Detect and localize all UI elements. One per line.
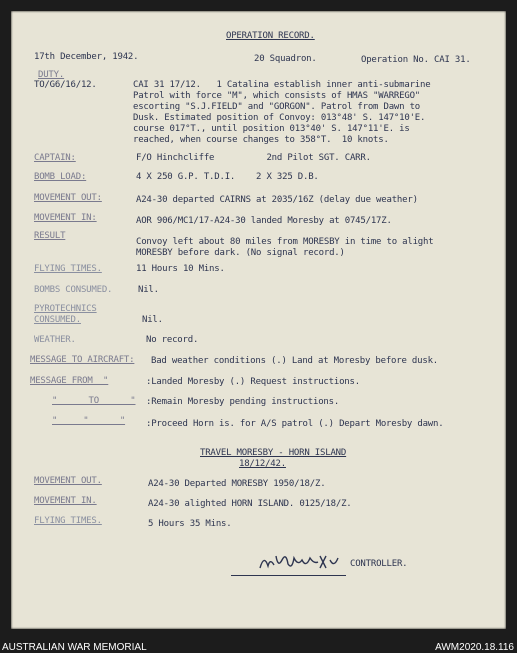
operation-number: Operation No. CAI 31. bbox=[361, 55, 471, 65]
message-ditto-label: " " " bbox=[52, 416, 126, 426]
flying-times-value: 11 Hours 10 Mins. bbox=[136, 264, 225, 274]
duty-line: escorting "S.J.FIELD" and "GORGON". Patrol from Dawn to bbox=[133, 102, 421, 112]
footer-source: AUSTRALIAN WAR MEMORIAL bbox=[2, 642, 147, 653]
message-to-aircraft-value: Bad weather conditions (.) Land at Moresby before dusk. bbox=[151, 356, 439, 366]
controller-label: CONTROLLER. bbox=[350, 559, 408, 569]
record-date: 17th December, 1942. bbox=[34, 52, 139, 62]
bomb-load-value: 4 X 250 G.P. T.D.I. 2 X 325 D.B. bbox=[136, 172, 319, 182]
movement-in-value: AOR 906/MC1/17-A24-30 landed Moresby at 0745/17Z. bbox=[136, 216, 392, 226]
result-value-line2: MORESBY before dark. (No signal record.) bbox=[136, 248, 345, 258]
message-to-label: " TO " bbox=[52, 396, 136, 406]
travel-date: 18/12/42. bbox=[239, 459, 286, 469]
result-label: RESULT bbox=[34, 231, 66, 241]
bomb-load-label: BOMB LOAD: bbox=[34, 172, 87, 182]
travel-flying-times-label: FLYING TIMES. bbox=[34, 516, 102, 526]
handwritten-signature bbox=[258, 550, 348, 572]
message-to-aircraft-label: MESSAGE TO AIRCRAFT: bbox=[30, 355, 135, 365]
duty-line: reached, when course changes to 358°T. 10 knots. bbox=[133, 135, 389, 145]
flying-times-label: FLYING TIMES. bbox=[34, 264, 102, 274]
result-value: Convoy left about 80 miles from MORESBY in time to alight bbox=[136, 237, 434, 247]
bombs-consumed-label: BOMBS CONSUMED. bbox=[34, 285, 113, 295]
movement-out-value: A24-30 departed CAIRNS at 2035/16Z (delay due weather) bbox=[136, 195, 418, 205]
signature-line bbox=[231, 575, 346, 576]
weather-value: No record. bbox=[146, 335, 199, 345]
duty-ref: TO/G6/16/12. bbox=[34, 80, 97, 90]
message-from-label: MESSAGE FROM " bbox=[30, 376, 109, 386]
travel-flying-times-value: 5 Hours 35 Mins. bbox=[148, 519, 232, 529]
captain-label: CAPTAIN: bbox=[34, 153, 76, 163]
travel-movement-out-value: A24-30 Departed MORESBY 1950/18/Z. bbox=[148, 479, 326, 489]
movement-out-label: MOVEMENT OUT: bbox=[34, 193, 102, 203]
duty-line: Dusk. Estimated position of Convoy: 013°48' S. 147°10'E. bbox=[133, 113, 426, 123]
travel-movement-out-label: MOVEMENT OUT. bbox=[34, 476, 102, 486]
message-ditto-value: :Proceed Horn is. for A/S patrol (.) Depart Moresby dawn. bbox=[146, 419, 444, 429]
squadron-name: 20 Squadron. bbox=[254, 54, 317, 64]
message-from-value: :Landed Moresby (.) Request instructions. bbox=[146, 377, 360, 387]
movement-in-label: MOVEMENT IN: bbox=[34, 213, 97, 223]
duty-line: CAI 31 17/12. 1 Catalina establish inner anti-submarine bbox=[133, 80, 431, 90]
duty-line: Patrol with force "M", which consists of HMAS "WARREGO" bbox=[133, 91, 421, 101]
captain-value: F/O Hinchcliffe 2nd Pilot SGT. CARR. bbox=[136, 153, 371, 163]
pyrotechnics-label-line2: CONSUMED. bbox=[34, 315, 81, 325]
weather-label: WEATHER. bbox=[34, 335, 76, 345]
footer-accession-number: AWM2020.18.116 bbox=[435, 642, 514, 653]
pyrotechnics-label: PYROTECHNICS bbox=[34, 304, 97, 314]
travel-movement-in-value: A24-30 alighted HORN ISLAND. 0125/18/Z. bbox=[148, 499, 352, 509]
travel-title: TRAVEL MORESBY - HORN ISLAND bbox=[200, 448, 347, 458]
duty-label: DUTY. bbox=[38, 70, 65, 80]
travel-movement-in-label: MOVEMENT IN. bbox=[34, 496, 97, 506]
bombs-consumed-value: Nil. bbox=[138, 285, 159, 295]
pyrotechnics-value: Nil. bbox=[142, 315, 163, 325]
duty-line: course 017°T., until position 013°40' S. 147°11'E. is bbox=[133, 124, 410, 134]
message-to-value: :Remain Moresby pending instructions. bbox=[146, 397, 340, 407]
record-title: OPERATION RECORD. bbox=[226, 31, 315, 41]
